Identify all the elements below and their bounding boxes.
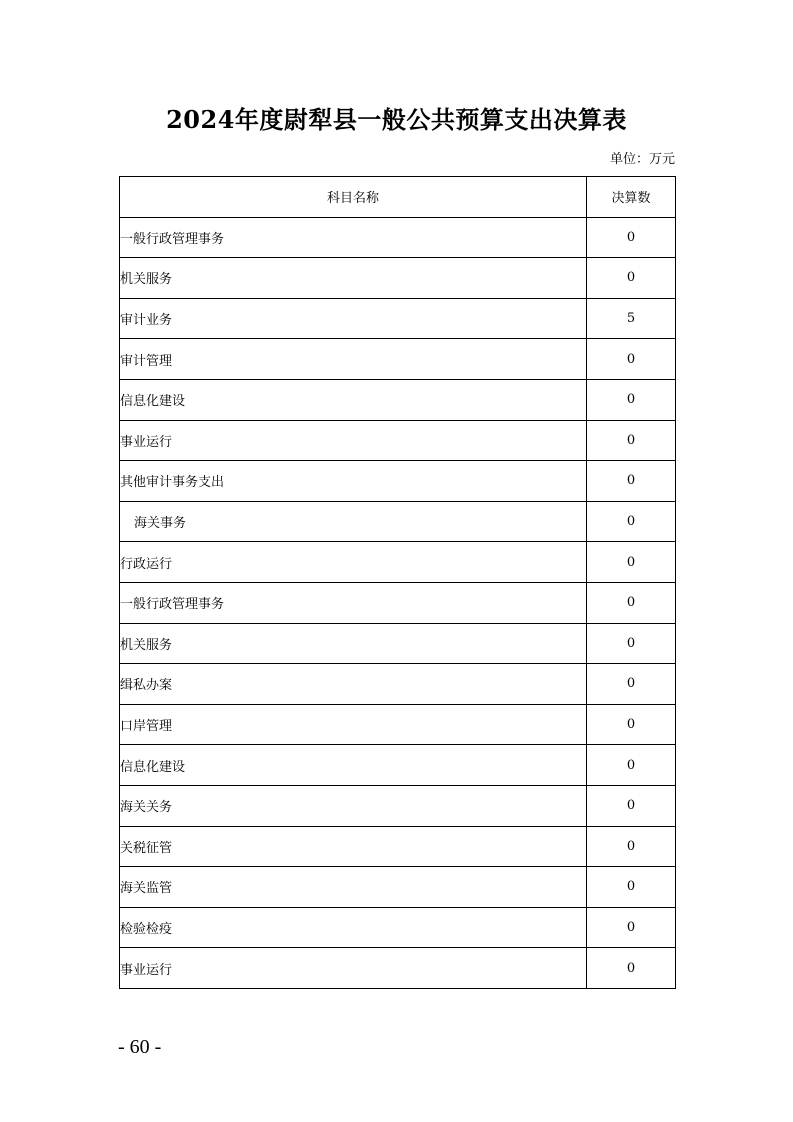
table-row xyxy=(120,785,676,826)
row-amount: 0 xyxy=(587,258,676,299)
table-row xyxy=(120,217,676,258)
table-row xyxy=(120,298,676,339)
table-row xyxy=(120,461,676,502)
row-item-name: 一般行政管理事务 xyxy=(120,582,587,623)
table-row xyxy=(120,664,676,705)
header-amount: 决算数 xyxy=(587,177,676,218)
page-title: 2024年度尉犁县一般公共预算支出决算表 xyxy=(166,105,627,134)
row-item-name: 海关事务 xyxy=(120,501,587,542)
row-amount: 0 xyxy=(587,501,676,542)
row-amount: 0 xyxy=(587,867,676,908)
table-row xyxy=(120,258,676,299)
row-item-name: 关税征管 xyxy=(120,826,587,867)
row-amount: 5 xyxy=(587,298,676,339)
unit-label: 单位：万元 xyxy=(609,152,675,167)
row-amount: 0 xyxy=(587,379,676,420)
row-item-name: 缉私办案 xyxy=(120,664,587,705)
table-row xyxy=(120,379,676,420)
row-item-name: 检验检疫 xyxy=(120,907,587,948)
row-item-name: 海关监管 xyxy=(120,867,587,908)
table-row xyxy=(120,867,676,908)
page-number: - 60 - xyxy=(118,1036,162,1058)
table-row xyxy=(120,339,676,380)
table-row xyxy=(120,542,676,583)
row-item-name: 其他审计事务支出 xyxy=(120,461,587,502)
table-row xyxy=(120,623,676,664)
row-item-name: 口岸管理 xyxy=(120,704,587,745)
table-row xyxy=(120,826,676,867)
budget-table xyxy=(119,176,676,989)
row-item-name: 机关服务 xyxy=(120,623,587,664)
table-row xyxy=(120,704,676,745)
table-row xyxy=(120,420,676,461)
row-amount: 0 xyxy=(587,217,676,258)
table-row xyxy=(120,745,676,786)
table-header-row xyxy=(120,177,676,218)
row-item-name: 行政运行 xyxy=(120,542,587,583)
row-item-name: 信息化建设 xyxy=(120,745,587,786)
table-row xyxy=(120,501,676,542)
row-item-name: 一般行政管理事务 xyxy=(120,217,587,258)
row-amount: 0 xyxy=(587,745,676,786)
row-amount: 0 xyxy=(587,907,676,948)
row-amount: 0 xyxy=(587,582,676,623)
row-amount: 0 xyxy=(587,948,676,989)
row-item-name: 事业运行 xyxy=(120,948,587,989)
row-amount: 0 xyxy=(587,623,676,664)
table-row xyxy=(120,948,676,989)
table-row xyxy=(120,907,676,948)
row-amount: 0 xyxy=(587,664,676,705)
row-item-name: 海关关务 xyxy=(120,785,587,826)
row-item-name: 事业运行 xyxy=(120,420,587,461)
row-amount: 0 xyxy=(587,785,676,826)
row-item-name: 审计管理 xyxy=(120,339,587,380)
row-item-name: 审计业务 xyxy=(120,298,587,339)
row-amount: 0 xyxy=(587,826,676,867)
row-amount: 0 xyxy=(587,339,676,380)
row-item-name: 信息化建设 xyxy=(120,379,587,420)
row-item-name: 机关服务 xyxy=(120,258,587,299)
row-amount: 0 xyxy=(587,704,676,745)
table-row xyxy=(120,582,676,623)
row-amount: 0 xyxy=(587,461,676,502)
row-amount: 0 xyxy=(587,420,676,461)
row-amount: 0 xyxy=(587,542,676,583)
header-item-name: 科目名称 xyxy=(120,177,587,218)
